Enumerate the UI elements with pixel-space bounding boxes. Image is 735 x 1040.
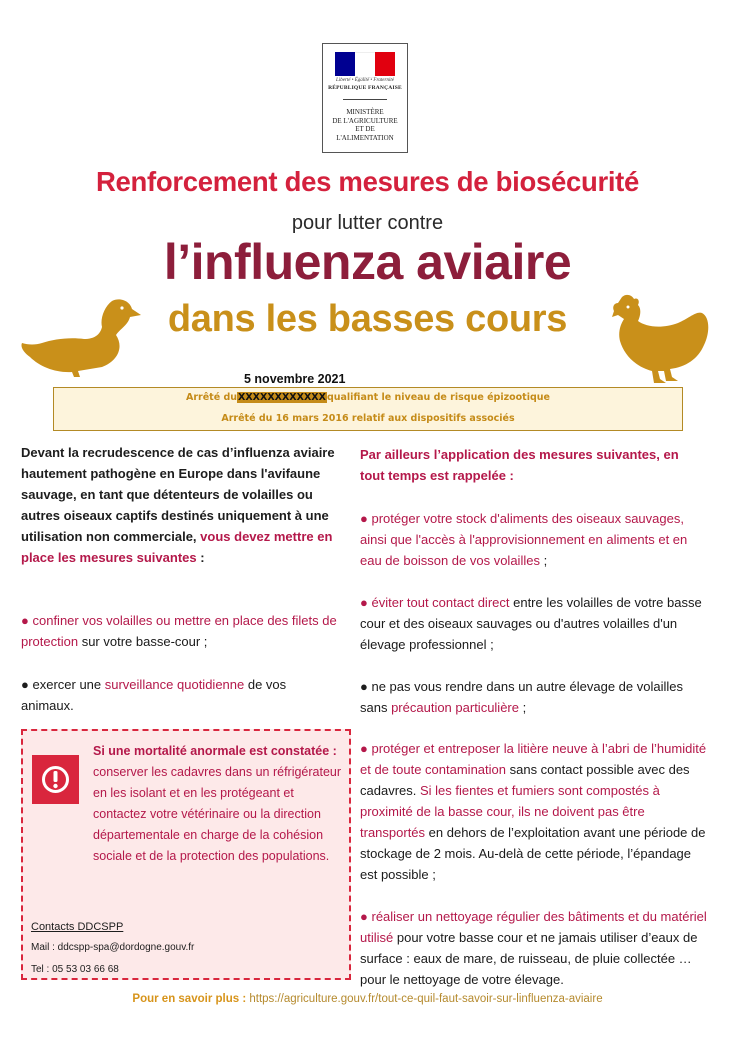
item-emphasis: protéger votre stock d'aliments des oiseaux sauvages, ainsi que l'accès à l'approvisionnement en aliments et en eau de boisson de vos volailles bbox=[360, 511, 688, 568]
item-text: entre les volailles de votre basse cour et des oiseaux sauvages ou d'autres volailles d'un élevage professionnel ; bbox=[360, 595, 702, 652]
ministry-line: MINISTÈRE bbox=[346, 108, 384, 116]
ministry-line: ET DE bbox=[355, 125, 375, 133]
item-emphasis: Si les fientes et fumiers sont compostés à proximité de la basse cour, ils ne doivent pas être transportés bbox=[360, 783, 660, 840]
republic-logo bbox=[322, 43, 408, 153]
arrete-line-2: Arrêté du 16 mars 2016 relatif aux dispositifs associés bbox=[221, 413, 515, 424]
item-emphasis: précaution particulière bbox=[391, 700, 519, 715]
contact-mail: Mail : ddcspp-spa@dordogne.gouv.fr bbox=[31, 942, 195, 953]
item-text: sans contact possible avec des cadavres. bbox=[360, 762, 690, 798]
right-item-stock bbox=[360, 508, 710, 571]
item-emphasis: réaliser un nettoyage régulier des bâtiments et du matériel utilisé bbox=[360, 909, 707, 945]
intro-end: : bbox=[196, 550, 205, 565]
document-date: 5 novembre 2021 bbox=[244, 372, 346, 386]
item-emphasis: surveillance quotidienne bbox=[104, 677, 245, 692]
french-flag-icon bbox=[335, 52, 395, 76]
bullet-icon: ● bbox=[360, 741, 368, 756]
arrete-suffix: qualifiant le niveau de risque épizootique bbox=[326, 392, 550, 403]
footer-link[interactable]: https://agriculture.gouv.fr/tout-ce-quil-faut-savoir-sur-linfluenza-aviaire bbox=[246, 993, 603, 1005]
footer bbox=[0, 993, 735, 1005]
duck-icon bbox=[20, 295, 142, 379]
left-item-surveillance bbox=[21, 674, 339, 716]
bullet-icon: ● bbox=[21, 677, 29, 692]
right-item-contact bbox=[360, 592, 710, 655]
contacts-label: Contacts DDCSPP bbox=[31, 921, 124, 933]
headline: l’influenza aviaire bbox=[163, 234, 572, 290]
bullet-icon: ● bbox=[360, 909, 368, 924]
right-intro: Par ailleurs l’application des mesures suivantes, en tout temps est rappelée : bbox=[360, 447, 679, 483]
logo-republic: RÉPUBLIQUE FRANÇAISE bbox=[328, 85, 402, 91]
logo-motto: Liberté • Égalité • Fraternité bbox=[336, 78, 394, 83]
alert-box bbox=[21, 729, 351, 980]
right-item-visit bbox=[360, 676, 710, 718]
headline-sub: dans les basses cours bbox=[167, 298, 568, 340]
bullet-icon: ● bbox=[360, 679, 368, 694]
item-text: en dehors de l’exploitation avant une période de stockage de 2 mois. Au-delà de cette période, l’épandage est possible ; bbox=[360, 825, 706, 882]
item-text: exercer une bbox=[32, 677, 105, 692]
ministry-line: L'ALIMENTATION bbox=[336, 133, 394, 142]
intro-emphasis: vous devez mettre en place les mesures suivantes bbox=[21, 529, 333, 565]
redacted-date: XXXXXXXXXXXX bbox=[238, 392, 326, 403]
intro-text: Devant la recrudescence de cas d’influenza aviaire hautement pathogène en Europe dans l'avifaune sauvage, en tant que détenteurs de volailles ou autres oiseaux captifs destinés uniquement à une utilisation non commerciale, bbox=[21, 445, 335, 544]
item-emphasis: éviter tout contact direct bbox=[371, 595, 510, 610]
bullet-icon: ● bbox=[360, 595, 368, 610]
item-text: pour votre basse cour et ne jamais utiliser d’eaux de surface : eaux de mare, de ruisseau, de pluie collectée … pour le nettoyage de votre élevage. bbox=[360, 930, 698, 987]
item-emphasis: confiner vos volailles ou mettre en place des filets de protection bbox=[21, 613, 337, 649]
bullet-icon: ● bbox=[360, 511, 368, 526]
item-text: sur votre basse-cour ; bbox=[78, 634, 208, 649]
subtitle: pour lutter contre bbox=[291, 212, 444, 234]
arrete-line-1 bbox=[54, 392, 682, 403]
arrete-prefix: Arrêté du bbox=[186, 392, 238, 403]
footer-label: Pour en savoir plus : bbox=[132, 993, 247, 1005]
alert-body: conserver les cadavres dans un réfrigérateur en les isolant et en les protégeant et contactez votre vétérinaire ou la direction départementale en charge de la cohésion sociale et de la protection des populations. bbox=[93, 765, 342, 863]
item-text: ; bbox=[539, 553, 548, 568]
item-text: ; bbox=[518, 700, 527, 715]
alert-emphasis: Si une mortalité anormale est constatée : bbox=[93, 744, 337, 758]
ministry-name bbox=[323, 108, 407, 142]
contact-tel: Tel : 05 53 03 66 68 bbox=[31, 964, 119, 975]
hen-icon bbox=[606, 293, 710, 385]
left-item-confine bbox=[21, 610, 339, 652]
right-item-cleaning bbox=[360, 906, 710, 990]
item-text: de vos animaux. bbox=[21, 677, 287, 713]
arrete-box bbox=[53, 387, 683, 431]
main-title: Renforcement des mesures de biosécurité bbox=[95, 166, 640, 197]
alert-text bbox=[93, 741, 345, 867]
item-emphasis: protéger et entreposer la litière neuve à l’abri de l’humidité et de toute contamination bbox=[360, 741, 707, 777]
exclamation-icon bbox=[32, 755, 79, 804]
item-text: ne pas vous rendre dans un autre élevage de volailles sans bbox=[360, 679, 683, 715]
logo-divider bbox=[343, 99, 387, 100]
bullet-icon: ● bbox=[21, 613, 29, 628]
ministry-line: DE L'AGRICULTURE bbox=[332, 116, 398, 125]
left-intro bbox=[21, 442, 341, 568]
right-item-litter bbox=[360, 738, 710, 885]
